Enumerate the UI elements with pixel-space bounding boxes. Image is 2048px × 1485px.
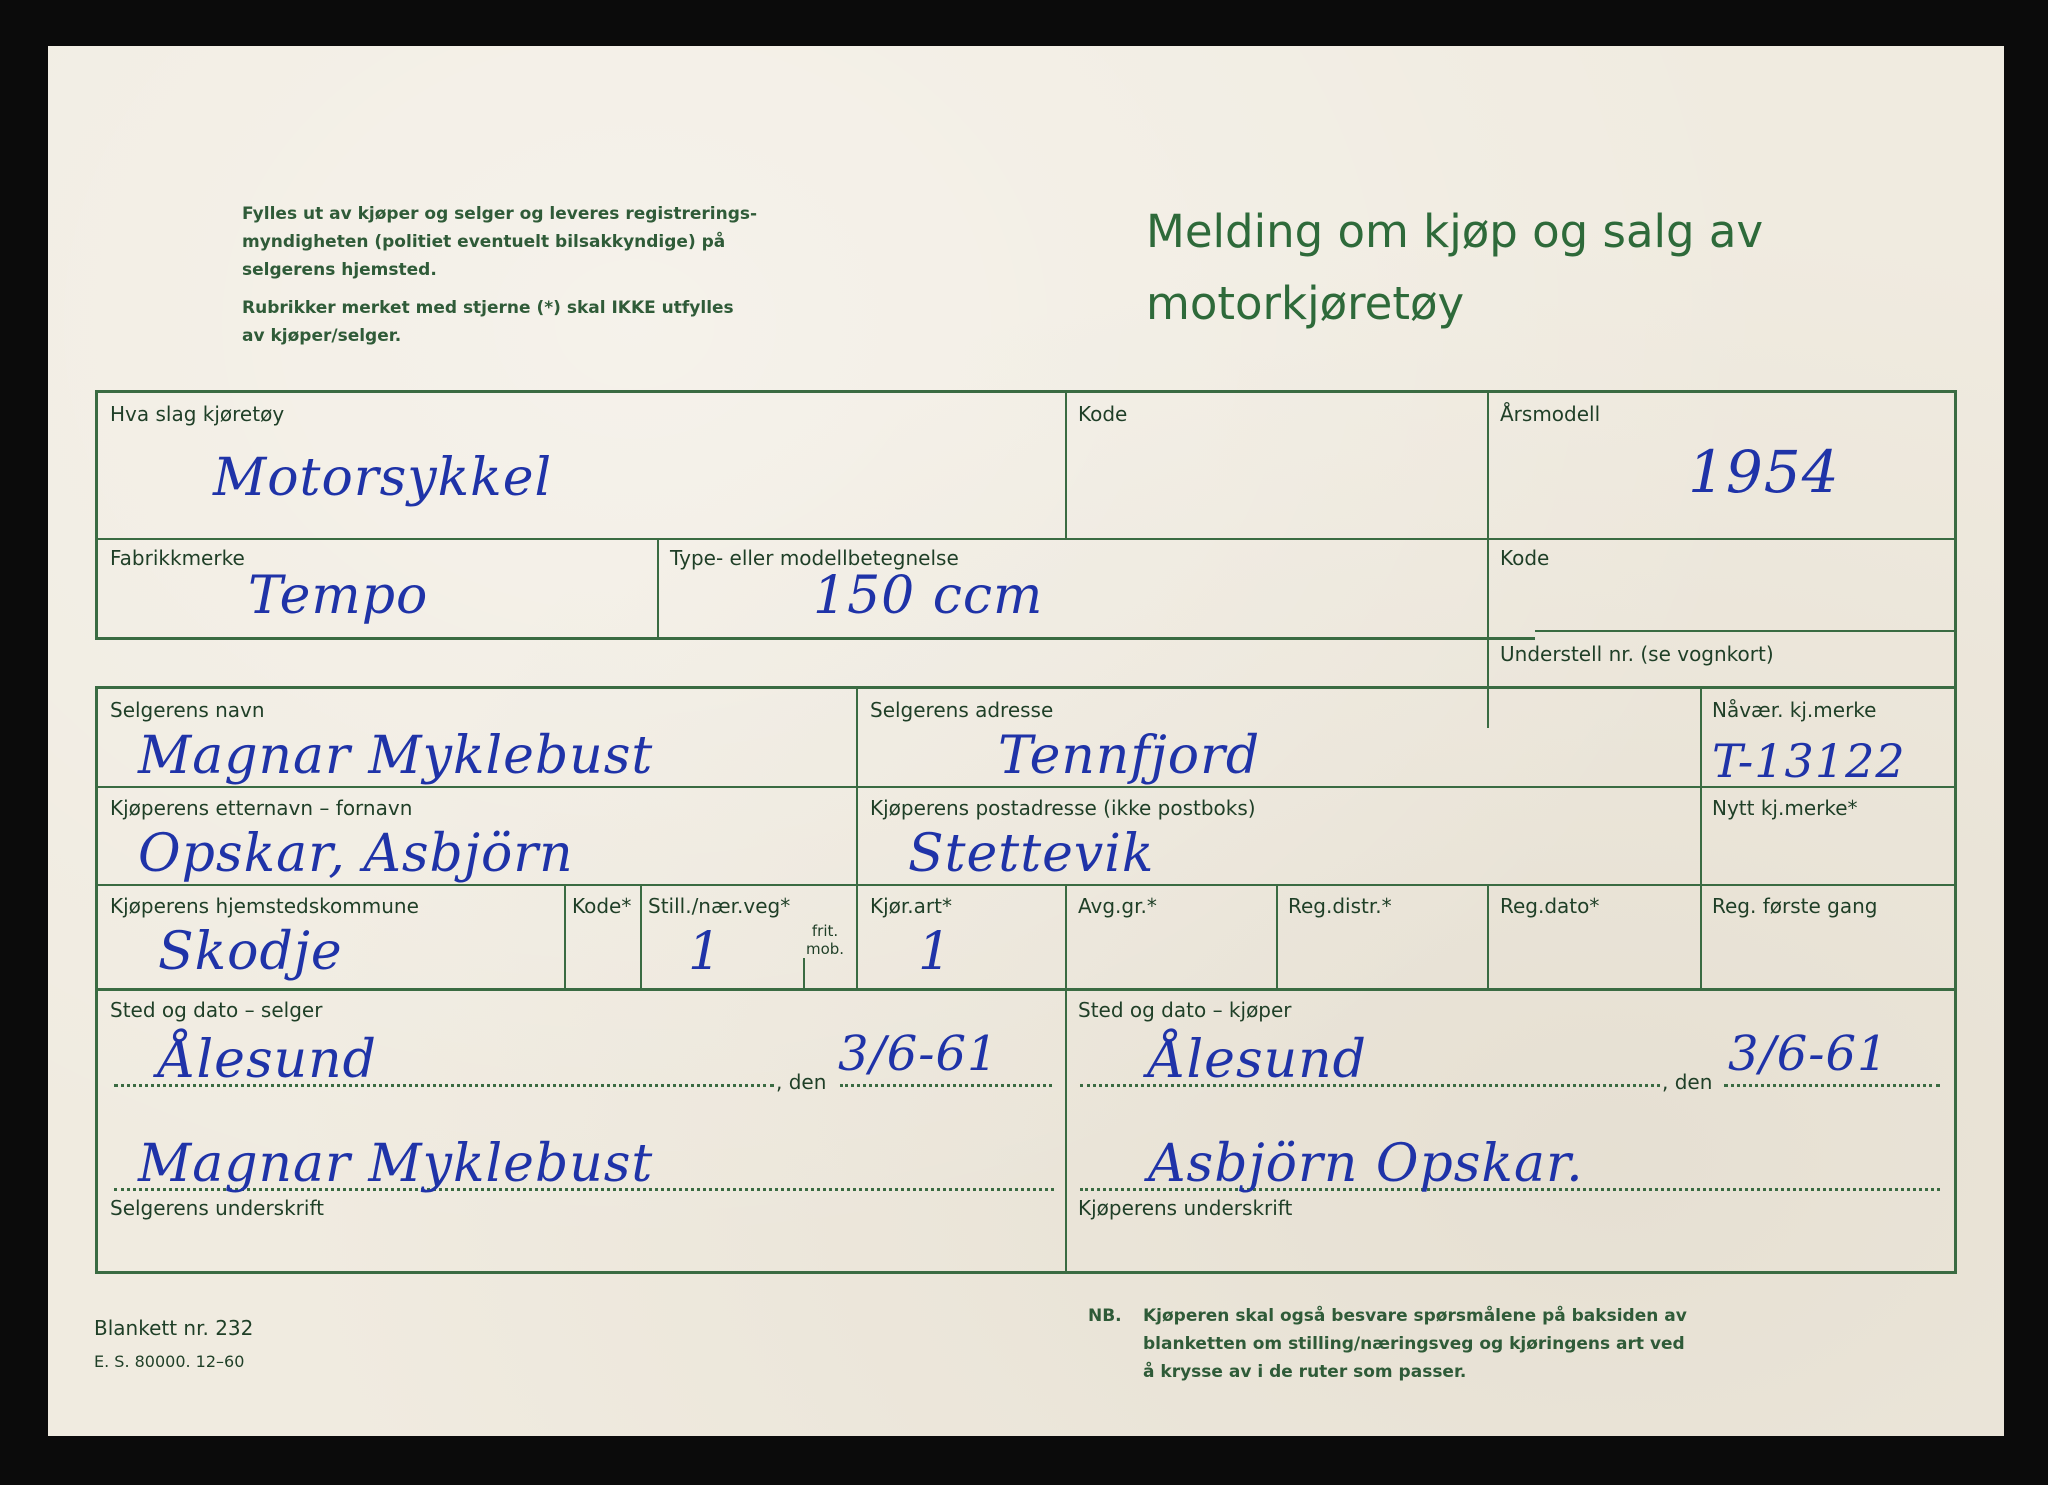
- label-vehicle-type: Hva slag kjøretøy: [110, 402, 285, 426]
- box2-frit-tick: [803, 958, 805, 990]
- label-seller-place-date: Sted og dato – selger: [110, 998, 323, 1022]
- box2-vline-distr: [1276, 886, 1278, 990]
- box2-row1-rule: [95, 786, 1957, 788]
- label-seller-address: Selgerens adresse: [870, 698, 1054, 722]
- box2-row3-rule: [95, 988, 1957, 991]
- label-seller-signature: Selgerens underskrift: [110, 1196, 324, 1220]
- label-code-2: Kode: [1500, 546, 1550, 570]
- label-current-plate: Nåvær. kj.merke: [1712, 698, 1877, 722]
- hw-seller-name: Magnar Myklebust: [138, 726, 654, 786]
- box1-vline-b: [1487, 390, 1489, 538]
- hw-seller-date: 3/6-61: [838, 1026, 999, 1082]
- box1-top-rule: [95, 390, 1957, 393]
- hw-driving-type: 1: [918, 922, 953, 982]
- hw-seller-address: Tennfjord: [998, 726, 1261, 786]
- label-den-1: , den: [776, 1070, 827, 1094]
- box2-vline-kjor: [856, 886, 858, 990]
- label-buyer-signature: Kjøperens underskrift: [1078, 1196, 1293, 1220]
- hw-current-plate: T-13122: [1712, 734, 1906, 788]
- hw-occupation: 1: [688, 922, 723, 982]
- hw-buyer-municipality: Skodje: [158, 922, 343, 982]
- form-title: Melding om kjøp og salg av motorkjøretøy: [1146, 205, 1764, 330]
- box2-row2-rule: [95, 884, 1957, 886]
- hw-buyer-place: Ålesund: [1148, 1030, 1367, 1090]
- buyer-date-line: [1724, 1084, 1940, 1087]
- label-chassis: Understell nr. (se vognkort): [1500, 642, 1774, 666]
- label-fee-group: Avg.gr.*: [1078, 894, 1157, 918]
- box1-chassis-rule: [1535, 630, 1957, 632]
- instructions-text: Fylles ut av kjøper og selger og leveres registrerings- myndigheten (politiet eventuelt bilsakkyndige) på selgerens hjemsted.: [242, 204, 758, 280]
- label-buyer-municipality: Kjøperens hjemstedskommune: [110, 894, 419, 918]
- label-den-2: , den: [1662, 1070, 1713, 1094]
- hw-year-model: 1954: [1688, 438, 1840, 506]
- box1-vline-a: [1065, 390, 1067, 538]
- label-code-1: Kode: [1078, 402, 1128, 426]
- label-model: Type- eller modellbetegnelse: [670, 546, 959, 570]
- box2-left-rule: [95, 686, 98, 1274]
- label-frit-mob: frit. mob.: [806, 922, 845, 958]
- seller-date-line: [840, 1084, 1052, 1087]
- label-reg-district: Reg.distr.*: [1288, 894, 1392, 918]
- label-new-plate: Nytt kj.merke*: [1712, 796, 1858, 820]
- label-driving-type: Kjør.art*: [870, 894, 952, 918]
- label-occupation: Still./nær.veg*: [648, 894, 791, 918]
- hw-buyer-address: Stettevik: [908, 824, 1155, 884]
- box2-vline-addr: [856, 686, 858, 886]
- hw-seller-place: Ålesund: [158, 1030, 377, 1090]
- box2-top-rule: [95, 686, 1957, 689]
- hw-buyer-name: Opskar, Asbjörn: [138, 824, 574, 884]
- box1-mid-rule: [95, 538, 1957, 540]
- hw-model: 150 ccm: [813, 566, 1044, 626]
- instructions-note: Rubrikker merket med stjerne (*) skal IKKE utfylles av kjøper/selger.: [242, 298, 734, 346]
- box1-right-rule: [1954, 390, 1957, 728]
- box2-vline-kode: [564, 886, 566, 990]
- hw-buyer-signature: Asbjörn Opskar.: [1148, 1134, 1584, 1194]
- box1-bottom-rule: [95, 637, 1535, 640]
- label-code-3: Kode*: [572, 894, 632, 918]
- nb-text: Kjøperen skal også besvare spørsmålene på baksiden av blanketten om stilling/næringsveg og kjøringens art ved å krysse av i de ruter som passer.: [1143, 1306, 1687, 1382]
- print-code: E. S. 80000. 12–60: [94, 1352, 245, 1371]
- form-sheet: [48, 46, 2004, 1436]
- hw-seller-signature: Magnar Myklebust: [138, 1134, 654, 1194]
- box2-right-rule: [1954, 686, 1957, 1274]
- form-number: Blankett nr. 232: [94, 1316, 254, 1340]
- label-first-reg: Reg. første gang: [1712, 894, 1878, 918]
- box2-bottom-rule: [95, 1271, 1957, 1274]
- box1-vline-c: [657, 538, 659, 639]
- label-buyer-address: Kjøperens postadresse (ikke postboks): [870, 796, 1256, 820]
- label-make: Fabrikkmerke: [110, 546, 245, 570]
- box1-vline-d: [1487, 538, 1489, 728]
- label-buyer-place-date: Sted og dato – kjøper: [1078, 998, 1292, 1022]
- label-year-model: Årsmodell: [1500, 402, 1601, 426]
- hw-vehicle-type: Motorsykkel: [213, 448, 553, 508]
- nb-label: NB.: [1088, 1306, 1122, 1326]
- box2-vline-avg: [1065, 886, 1067, 990]
- label-reg-date: Reg.dato*: [1500, 894, 1600, 918]
- hw-buyer-date: 3/6-61: [1728, 1026, 1889, 1082]
- box2-vline-dato: [1487, 886, 1489, 990]
- box2-vline-plate: [1700, 686, 1702, 990]
- hw-make: Tempo: [248, 566, 429, 626]
- box2-vline-sign: [1065, 990, 1067, 1273]
- label-buyer-name: Kjøperens etternavn – fornavn: [110, 796, 413, 820]
- label-seller-name: Selgerens navn: [110, 698, 265, 722]
- box2-vline-still: [640, 886, 642, 990]
- box1-left-rule: [95, 390, 98, 640]
